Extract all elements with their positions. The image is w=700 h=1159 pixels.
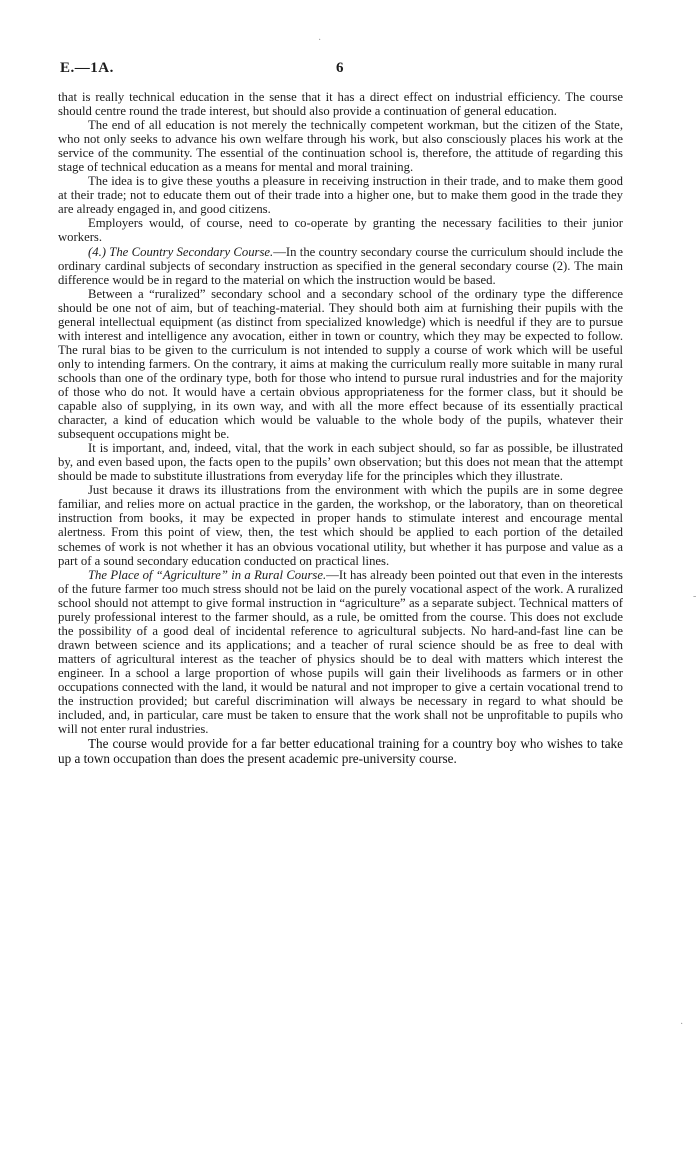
paragraph — [58, 287, 623, 442]
paragraph — [58, 118, 623, 174]
paragraph — [58, 736, 623, 766]
document-reference: E.—1A. — [60, 60, 114, 76]
paragraph — [58, 568, 623, 737]
paragraph — [58, 483, 623, 567]
paragraph-text: The idea is to give these youths a pleasure in receiving instruction in their trade, and to make them good at their trade; not to educate them out of their trade into a higher one, but to make them good in the trade they are already engaged in, and good citizens. — [58, 174, 623, 217]
scan-speck: · — [318, 35, 322, 46]
section-heading: (4.) The Country Secondary Course. — [88, 244, 274, 259]
section-heading: The Place of “Agriculture” in a Rural Course. — [88, 567, 327, 582]
paragraph — [58, 174, 623, 216]
paragraph-text: —It has already been pointed out that even in the interests of the future farmer too much stress should not be laid on the purely vocational aspect of the work. A ruralized school should not attempt to give formal instruction in “agriculture” as a separate subject. Technical matters of purely professional interest to the farmer should, as a rule, be omitted from the course. This does not exclude the possibility of a good deal of incidental reference to agricultural subjects. No hard-and-fast line can be drawn between science and its applications; and a teacher of rural science should be as free to deal with matters of agricultural interest as the teacher of physics should be to deal with matters which interest the engineer. In a school a large proportion of whose pupils will gain their livelihoods as farmers or in other occupations connected with the land, it would be natural and not improper to give a certain vocational trend to the instruction provided; but careful discrimination will always be necessary in regard to what should be included, and, in particular, care must be taken to ensure that the work shall not be unprofitable to pupils who will not enter rural industries. — [58, 567, 623, 737]
margin-mark: · — [680, 1019, 684, 1030]
paragraph-text: —In the country secondary course the curriculum should include the ordinary cardinal subjects of secondary instruction as specified in the general secondary course (2). The main difference would be in regard to the material on which the instruction would be based. — [58, 244, 623, 287]
paragraph-text: The end of all education is not merely the technically competent workman, but the citizen of the State, who not only seeks to advance his own welfare through his work, but also consciously places his work at the service of the community. The essential of the continuation school is, therefore, the attitude of regarding this stage of technical education as a means for mental and moral training. — [58, 118, 623, 175]
body-text — [58, 90, 623, 766]
paragraph — [58, 245, 623, 287]
paragraph — [58, 216, 623, 244]
paragraph — [58, 441, 623, 483]
paragraph-text: Just because it draws its illustrations from the environment with which the pupils are in some degree familiar, and relies more on actual practice in the garden, the workshop, or the laboratory, than on theoretical instruction from books, it may be expected in proper hands to stimulate interest and encourage mental alertness. From this point of view, then, the test which should be applied to each portion of the detailed schemes of work is not whether it has an obvious vocational utility, but whether it has purpose and value as a part of a sound secondary education conducted on practical lines. — [58, 483, 623, 568]
paragraph-text: It is important, and, indeed, vital, that the work in each subject should, so far as possible, be illustrated by, and even based upon, the facts open to the pupils’ own observation; but this does not mean that the attempt should be made to substitute illustrations from everyday life for the principles which they illustrate. — [58, 441, 623, 484]
paragraph-text: Employers would, of course, need to co-operate by granting the necessary facilities to their junior workers. — [58, 216, 623, 245]
page-header — [60, 60, 640, 82]
paragraph-text: Between a “ruralized” secondary school and a secondary school of the ordinary type the difference should be one not of aim, but of teaching-material. They should both aim at furnishing their pupils with the general intellectual equipment (as distinct from specialized knowledge) which is needful if they are to pursue with interest and intelligence any avocation, either in town or country, which they may be expected to follow. The rural bias to be given to the curriculum is not intended to supply a course of work which will be useful only to intending farmers. On the contrary, it aims at making the curriculum really more suitable in many rural schools than one of the ordinary type, both for those who intend to pursue rural industries and for the majority of those who do not. It would have a certain obvious appropriateness for the former class, but it should be capable also of supplying, in its own way, and with all the more effect because of its essentially practical character, a kind of education which would be valuable to the whole body of the pupils, whatever their subsequent occupations might be. — [58, 286, 623, 442]
page-number: 6 — [336, 60, 344, 76]
margin-mark: - — [693, 591, 697, 602]
paragraph-text: that is really technical education in the sense that it has a direct effect on industrial efficiency. The course should centre round the trade interest, but should also provide a continuation of general education. — [58, 90, 623, 119]
paragraph-text: The course would provide for a far better educational training for a country boy who wishes to take up a town occupation than does the present academic pre-university course. — [58, 736, 623, 767]
paragraph — [58, 90, 623, 118]
